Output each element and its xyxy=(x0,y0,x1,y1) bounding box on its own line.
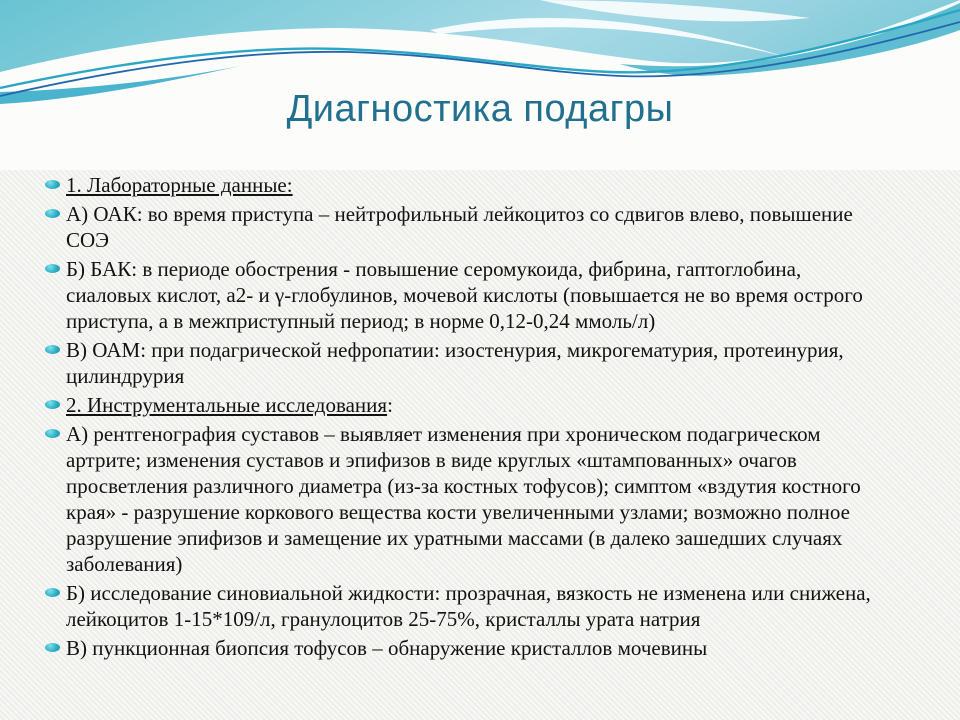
bullet-icon xyxy=(45,643,60,652)
list-item-text: А) ОАК: во время приступа – нейтрофильный лейкоцитоз со сдвигов влево, повышение СОЭ xyxy=(66,202,853,252)
list-item-text: А) рентгенография суставов – выявляет изменения при хроническом подагрическом артрите; изменения суставов и эпифизов в виде круглых «штампованных» очагов просветления различного диаметра (из-за костных тофусов); симптом «вздутия костного края» - разрушение коркового вещества кости увеличенными узлами; возможно полное разрушение эпифизов и замещение их уратными массами (в далеко зашедших случаях заболевания) xyxy=(66,422,861,576)
list-item-text: Б) БАК: в периоде обострения - повышение серомукоида, фибрина, гаптоглобина, сиаловых кислот, а2- и γ-глобулинов, мочевой кислоты (повышается не во время острого приступа, а в межприступный период; в норме 0,12-0,24 ммоль/л) xyxy=(66,257,863,333)
page-title: Диагностика подагры xyxy=(286,88,674,130)
list-item-text: В) ОАМ: при подагрической нефропатии: изостенурия, микрогематурия, протеинурия, цилиндрурия xyxy=(66,338,844,388)
bullet-icon xyxy=(45,209,60,218)
list-item-text: Б) исследование синовиальной жидкости: прозрачная, вязкость не изменена или снижена, лейкоцитов 1-15*109/л, гранулоцитов 25-75%, кристаллы урата натрия xyxy=(66,581,871,631)
bullet-icon xyxy=(45,429,60,438)
slide-header xyxy=(0,0,960,170)
list-item xyxy=(45,392,915,418)
bullet-list xyxy=(45,172,915,664)
list-item xyxy=(45,172,915,198)
list-item xyxy=(45,256,915,334)
bullet-icon xyxy=(45,180,60,189)
list-item xyxy=(45,337,915,389)
list-item-text: В) пункционная биопсия тофусов – обнаружение кристаллов мочевины xyxy=(66,636,708,660)
bullet-icon xyxy=(45,588,60,597)
list-item-text: 1. Лабораторные данные: xyxy=(66,173,293,197)
list-item xyxy=(45,201,915,253)
bullet-icon xyxy=(45,345,60,354)
list-item xyxy=(45,421,915,577)
bullet-icon xyxy=(45,400,60,409)
list-item xyxy=(45,580,915,632)
list-item xyxy=(45,635,915,661)
bullet-icon xyxy=(45,264,60,273)
wave-decoration-graphic xyxy=(0,0,960,170)
list-item-text: 2. Инструментальные исследования: xyxy=(66,393,393,417)
